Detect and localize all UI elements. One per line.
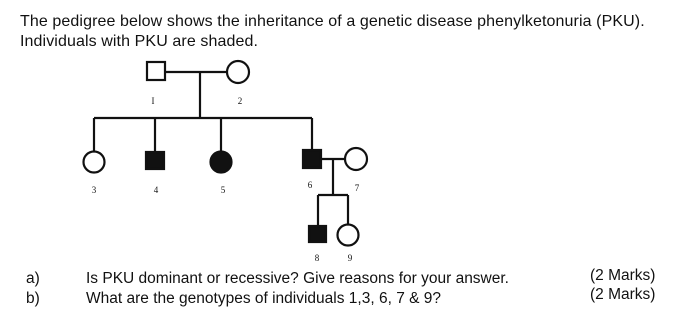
question-b-text: What are the genotypes of individuals 1,3, 6, 7 & 9? — [86, 290, 442, 307]
individual-8-male-affected — [309, 226, 326, 242]
question-a-label: a) — [26, 270, 40, 287]
label-individual-8: 8 — [314, 253, 320, 263]
label-individual-3: 3 — [91, 185, 97, 195]
label-individual-7: 7 — [354, 183, 360, 193]
individual-1-male-unaffected — [147, 62, 165, 80]
intro-line-1: The pedigree below shows the inheritance of a genetic disease phenylketonuria (PKU). — [20, 13, 645, 30]
label-individual-6: 6 — [307, 180, 313, 190]
label-individual-5: 5 — [220, 185, 226, 195]
individual-6-male-affected — [303, 150, 321, 168]
question-b-marks: (2 Marks) — [590, 286, 656, 303]
individual-3-female-unaffected — [84, 152, 105, 173]
individual-4-male-affected — [146, 152, 164, 169]
intro-line-2: Individuals with PKU are shaded. — [20, 33, 258, 50]
individual-7-female-unaffected — [345, 148, 367, 170]
individual-9-female-unaffected — [338, 225, 359, 246]
label-individual-4: 4 — [153, 185, 159, 195]
question-a-text: Is PKU dominant or recessive? Give reasons for your answer. — [86, 270, 509, 287]
label-generation-I: I — [151, 96, 155, 106]
individual-5-female-affected — [211, 152, 232, 173]
label-individual-2: 2 — [237, 96, 243, 106]
individual-2-female-unaffected — [227, 61, 249, 83]
question-b-label: b) — [26, 290, 40, 307]
question-a-marks: (2 Marks) — [590, 267, 656, 284]
label-individual-9: 9 — [347, 253, 353, 263]
